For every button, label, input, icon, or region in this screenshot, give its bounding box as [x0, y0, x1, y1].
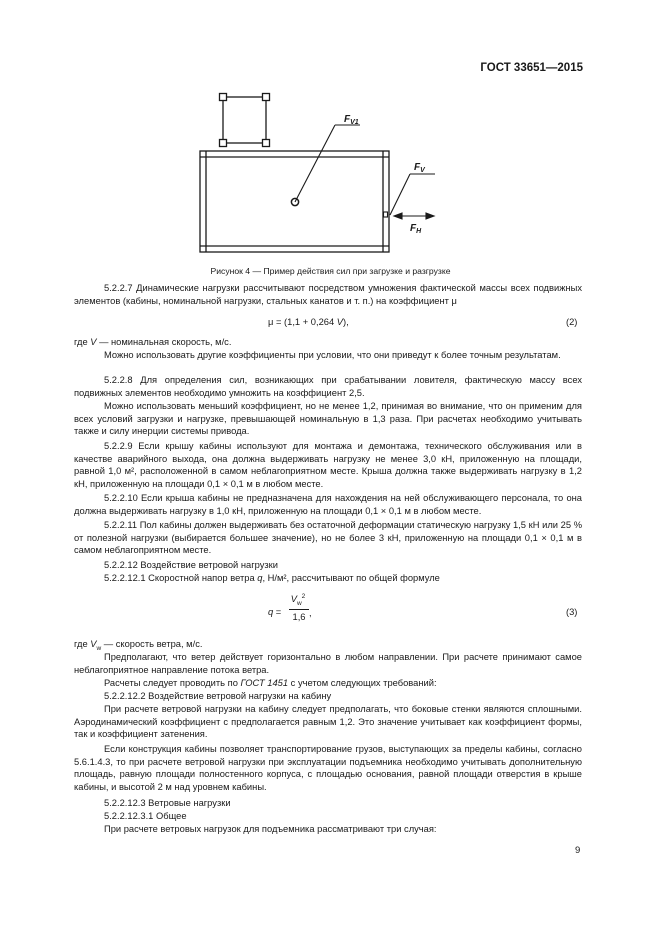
paragraph-wind-direction: Предполагают, что ветер действует горизонтально в любом направлении. При расчете принимают самое неблагоприятное направление потока ветра.	[74, 652, 582, 675]
var-vw-sub: w	[96, 644, 102, 652]
equation-2-number: (2)	[566, 317, 578, 327]
fh-label: F	[410, 223, 417, 234]
wind-pressure-text: 5.2.2.12.1 Скоростной напор ветра	[104, 573, 258, 583]
fv-subscript: V	[420, 167, 425, 174]
svg-text:FV	[414, 162, 426, 174]
paragraph-where-v	[74, 336, 582, 349]
eq3-num-sub: w	[296, 599, 302, 607]
equation-3	[0, 591, 661, 631]
where-label: где	[74, 337, 91, 347]
force-fv	[384, 174, 436, 217]
eq3-num-sup: 2	[301, 592, 306, 600]
paragraph-5-2-2-11: 5.2.2.11 Пол кабины должен выдерживать без остаточной деформации статическую нагрузку 1,5 кН или 25 % от полезной нагрузки (выбирается большее значение), но не более 3 кН, приложенную на площади 0,1 × 0,1 м в самом неблагоприятном месте.	[74, 520, 582, 555]
where-vw-text: — скорость ветра, м/с.	[101, 639, 203, 649]
cabin-outline	[200, 151, 389, 252]
paragraph-5-2-2-10: 5.2.2.10 Если крыша кабины не предназначена для нахождения на ней обслуживающего персонала, то она должна выдерживать нагрузку в 1,0 кН, приложенную на площади 0,1 × 0,1 м в любом месте.	[74, 493, 582, 516]
fv-label: F	[414, 162, 421, 173]
eq3-lhs: q	[268, 607, 274, 617]
fh-subscript: H	[416, 228, 422, 235]
paragraph-smaller-coefficient: Можно использовать меньший коэффициент, но не менее 1,2, принимая во внимание, что он применим для всех условий загрузки и нагрузке, превышающей номинальную в 1,3 раза. При расчетах необходимо учитывать также и силу инерции системы привода.	[74, 401, 582, 436]
eq2-part-b: ),	[343, 317, 349, 327]
eq2-var-v: V	[336, 317, 343, 327]
paragraph-5-2-2-12-2: 5.2.2.12.2 Воздействие ветровой нагрузки на кабину	[104, 691, 332, 701]
paragraph-other-coefficients: Можно использовать другие коэффициенты при условии, что они приведут к более точным результатам.	[104, 350, 561, 360]
paragraph-5-2-2-12-3: 5.2.2.12.3 Ветровые нагрузки	[104, 798, 231, 808]
eq3-num-v: V	[290, 594, 297, 604]
where-label-2: где	[74, 639, 91, 649]
force-fh-arrow	[394, 213, 434, 219]
paragraph-5-2-2-9: 5.2.2.9 Если крышу кабины используют для монтажа и демонтажа, технического обслуживания или в качестве аварийного выхода, она должна выдерживать нагрузку не менее 3,0 кН, приложенную на площади, равной 1,0 м², расположенной в самом неблагоприятном месте. Крыша должна также выдерживать нагрузку в 1,2 кН, приложенную на площади 0,1 × 0,1 м в любом месте.	[74, 441, 582, 489]
eq3-fraction-bar	[289, 609, 309, 610]
paragraph-5-2-2-12: 5.2.2.12 Воздействие ветровой нагрузки	[104, 560, 278, 570]
paragraph-5-2-2-12-1	[74, 572, 582, 585]
fv1-label: F	[344, 114, 351, 125]
var-v: V	[90, 337, 97, 347]
load-box	[220, 94, 270, 147]
paragraph-cargo-protruding: Если конструкция кабины позволяет транспортирование грузов, выступающих за пределы кабины, согласно 5.6.1.4.3, то при расчете ветровой нагрузки при эксплуатации подъемника необходимо учитывать дополнительную площадь, равную площади полностенного корпуса, с площадью основания, равной площади отверстия в крыше кабины, и высотой 2 м над уровнем кабины.	[74, 744, 582, 792]
force-fv1	[291, 125, 360, 206]
paragraph-5-2-2-8: 5.2.2.8 Для определения сил, возникающих при срабатывании ловителя, фактическую массу всех подвижных элементов необходимо умножить на коэффициент 2,5.	[74, 375, 582, 398]
where-v-text: — номинальная скорость, м/с.	[96, 337, 232, 347]
var-q: q	[257, 573, 263, 583]
eq3-equals: =	[273, 607, 282, 617]
equation-2	[268, 317, 349, 327]
equation-3-number: (3)	[566, 607, 578, 617]
paragraph-where-vw	[74, 638, 582, 651]
fv1-subscript: V1	[350, 119, 359, 126]
gost-reference: ГОСТ 1451	[240, 678, 289, 688]
eq3-numerator	[288, 592, 308, 607]
standard-designation: ГОСТ 33651—2015	[480, 62, 583, 74]
svg-text:FV1	[344, 114, 359, 126]
paragraph-5-2-2-7: 5.2.2.7 Динамические нагрузки рассчитывают посредством умножения фактической массы всех подвижных элементов (кабины, номинальной нагрузки, стальных канатов и т. п.) на коэффициент μ	[74, 283, 582, 306]
calc-text-a: Расчеты следует проводить по	[104, 678, 241, 688]
eq2-part-a: μ = (1,1 + 0,264	[268, 317, 337, 327]
eq3-tail: ,	[309, 608, 312, 618]
paragraph-5-2-2-12-3-1: 5.2.2.12.3.1 Общее	[104, 811, 187, 821]
var-vw: V	[90, 639, 97, 649]
paragraph-calculations	[74, 677, 582, 690]
figure-caption: Рисунок 4 — Пример действия сил при загрузке и разгрузке	[210, 266, 451, 276]
wind-pressure-text-2: , Н/м², рассчитывают по общей формуле	[262, 573, 440, 583]
paragraph-three-cases: При расчете ветровых нагрузок для подъемника рассматривают три случая:	[104, 824, 437, 834]
eq3-denominator: 1,6	[292, 612, 306, 622]
load-forces-diagram	[190, 88, 450, 263]
paragraph-cabin-wind-load: При расчете ветровой нагрузки на кабину следует предполагать, что боковые стенки являются сплошными. Аэродинамический коэффициент с предполагается равным 1,2. Это значение учитывает как коэффициент формы, так и коэффициент затенения.	[74, 704, 582, 739]
page-number: 9	[575, 845, 581, 856]
calc-text-b: с учетом следующих требований:	[288, 678, 437, 688]
svg-text:FH	[410, 223, 422, 235]
